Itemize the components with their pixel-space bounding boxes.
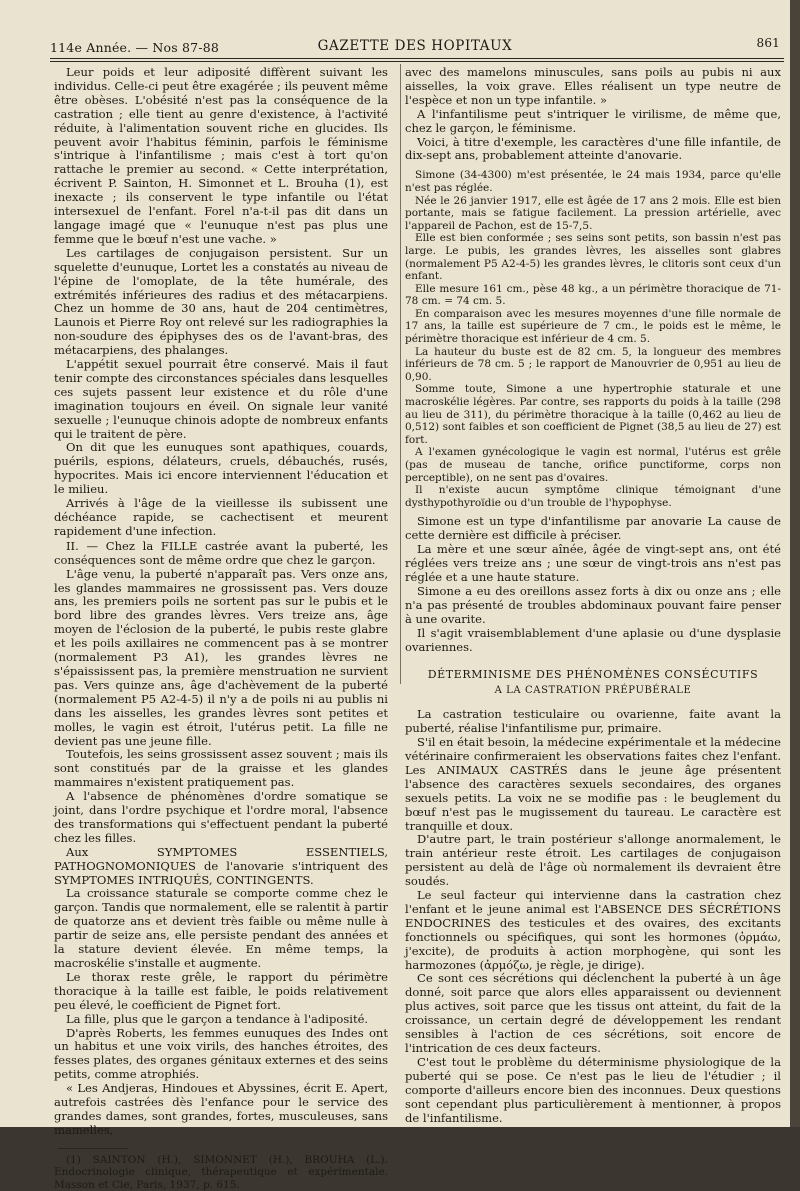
journal-title: GAZETTE DES HOPITAUX [317, 38, 513, 54]
paragraph: La castration testiculaire ou ovarienne, faite avant la puberté, réalise l'infantilisme pur, primaire. [405, 707, 781, 736]
page-number: 861 [756, 36, 780, 50]
issue-info: 114e Année. — Nos 87-88 [50, 40, 220, 55]
paragraph: La croissance staturale se comporte comme chez le garçon. Tandis que normalement, elle se ralentit à partir de quatorze ans et devient très faible ou même nulle à partir de seize ans, elle persiste pendant des années et la stature devient élevée. En même temps, la macroskélie s'installe et augmente. [54, 886, 388, 970]
paragraph: Le thorax reste grêle, le rapport du périmètre thoracique à la taille est faible, le poids relativement peu élevé, le coefficient de Pignet fort. [54, 969, 388, 1012]
right-column [405, 66, 781, 1125]
case-report [405, 169, 781, 509]
paragraph: D'autre part, le train postérieur s'allonge anormalement, le train antérieur reste étroit. Les cartilages de conjugaison persistent au delà de l'âge où normalement ils devraient être soudés. [405, 832, 781, 889]
case-paragraph: Somme toute, Simone a une hypertrophie staturale et une macroskélie légères. Par contre, ses rapports du poids à la taille (298 au lieu de 311), du périmètre thoracique à la taille (0,462 au lieu de 0,512) sont faibles et son coefficient de Pignet (38,5 au lieu de 27) est fort. [405, 383, 781, 446]
paragraph: L'appétit sexuel pourrait être conservé. Mais il faut tenir compte des circonstances spéciales dans lesquelles ces sujets passent leur existence et du rôle d'une imagination toujours en éveil. On signale leur vanité sexuelle ; l'eunuque chinois adopte de nombreux enfants qui le traitent de père. [54, 357, 388, 441]
header-rule [50, 58, 784, 59]
paragraph: A l'absence de phénomènes d'ordre somatique se joint, dans l'ordre psychique et l'ordre moral, l'absence des transformations qui s'effectuent pendant la puberté chez les filles. [54, 789, 388, 845]
case-paragraph: Elle mesure 161 cm., pèse 48 kg., a un périmètre thoracique de 71-78 cm. = 74 cm. 5. [405, 282, 781, 308]
case-paragraph: A l'examen gynécologique le vagin est normal, l'utérus est grêle (pas de museau de tanche, orifice punctiforme, corps non perceptible), on ne sent pas d'ovaires. [405, 446, 781, 484]
paragraph: Voici, à titre d'exemple, les caractères d'une fille infantile, de dix-sept ans, probablement atteinte d'anovarie. [405, 134, 781, 163]
header-rule-double [50, 61, 784, 62]
paragraph: Le seul facteur qui intervienne dans la castration chez l'enfant et le jeune animal est l'ABSENCE DES SÉCRÉTIONS ENDOCRINES des testicules et des ovaires, des excitants fonctionnels ou spécifiques, qui sont les hormones (ὁρμάω, j'excite), de produits à action morphogène, qui sont les harmozones (ἁρμόζω, je règle, je dirige). [405, 888, 781, 972]
column-divider [400, 64, 401, 684]
paragraph: II. — Chez la FILLE castrée avant la puberté, les conséquences sont de même ordre que chez le garçon. [54, 538, 388, 567]
paragraph: La mère et une sœur aînée, âgée de vingt-sept ans, ont été réglées vers treize ans ; une sœur de vingt-trois ans n'est pas réglée et a une haute stature. [405, 542, 781, 584]
case-paragraph: Elle est bien conformée ; ses seins sont petits, son bassin n'est pas large. Le pubis, les grandes lèvres, les aisselles sont glabres (normalement P5 A2-4-5) les grandes lèvres, le clitoris sont ceux d'un enfant. [405, 232, 781, 283]
paragraph: Arrivés à l'âge de la vieillesse ils subissent une déchéance rapide, se cachectisent et meurent rapidement d'une infection. [54, 496, 388, 538]
paragraph: Aux SYMPTOMES ESSENTIELS, PATHOGNOMONIQUES de l'anovarie s'intriquent des SYMPTOMES INTRIQUÉS, CONTINGENTS. [54, 844, 388, 887]
paragraph: Leur poids et leur adiposité diffèrent suivant les individus. Celle-ci peut être exagérée ; ils peuvent même être obèses. L'obésité n'est pas la conséquence de la castration ; elle tient au genre d'existence, à l'activité réduite, à l'alimentation souvent riche en glucides. Ils peuvent avoir l'habitus féminin, parfois le féminisme s'intrique à l'infantilisme ; mais c'est à tort qu'on rattache le premier au second. « Cette interprétation, écrivent P. Sainton, H. Simonnet et L. Brouha (1), est inexacte ; ils conservent le type infantile ou l'état intersexuel de l'enfant. Forel n'a-t-il pas dit dans un langage imagé que « l'eunuque n'est pas plus une femme que le bœuf n'est une vache. » [54, 65, 388, 246]
paragraph: L'âge venu, la puberté n'apparaît pas. Vers onze ans, les glandes mammaires ne grossissent pas. Vers douze ans, les premiers poils ne sortent pas sur le pubis et le bord libre des grandes lèvres. Vers treize ans, âge moyen de l'éclosion de la puberté, le pubis reste glabre et les poils axillaires ne commencent pas à se montrer (normalement P3 A1), les grandes lèvres ne s'épaississent pas, la première menstruation ne survient pas. Vers quinze ans, âge d'achèvement de la puberté (normalement P5 A2-4-5) il n'y a de poils ni au publis ni dans les aisselles, les grandes lèvres sont petites et molles, le vagin est étroit, l'utérus petit. La fille ne devient pas une jeune fille. [54, 566, 388, 748]
section-title: DÉTERMINISME DES PHÉNOMÈNES CONSÉCUTIFS [427, 668, 759, 682]
paragraph: Il s'agit vraisemblablement d'une aplasie ou d'une dysplasie ovariennes. [405, 625, 781, 654]
paragraph: Ce sont ces sécrétions qui déclenchent la puberté à un âge donné, soit parce que alors elles apparaissent ou deviennent plus actives, soit parce que les tissus ont atteint, du fait de la croissance, un certain degré de développement les rendant sensibles à l'action de ces sécrétions, soit encore de l'intrication de ces deux facteurs. [405, 971, 781, 1055]
paragraph: La fille, plus que le garçon a tendance à l'adiposité. [66, 1011, 369, 1026]
footnote: (1) SAINTON (H.), SIMONNET (H.), BROUHA (L.). Endocrinologie clinique, thérapeutique et expérimentale. Masson et Cie, Paris, 1937, p. 615. [54, 1153, 388, 1191]
section-subtitle: A LA CASTRATION PRÉPUBÉRALE [494, 685, 692, 697]
page-edge [790, 0, 800, 1127]
paragraph: On dit que les eunuques sont apathiques, couards, puérils, espions, délateurs, cruels, débauchés, rusés, hypocrites. Mais ici encore interviennent l'éducation et le milieu. [54, 440, 388, 497]
paragraph: S'il en était besoin, la médecine expérimentale et la médecine vétérinaire confirmeraient les observations faites chez l'enfant. Les ANIMAUX CASTRÉS dans le jeune âge présentent l'absence des caractères sexuels secondaires, des organes sexuels petits. La voix ne se modifie pas : le beuglement du bœuf n'est pas le mugissement du taureau. Le caractère est tranquille et doux. [405, 735, 781, 833]
paragraph: Simone a eu des oreillons assez forts à dix ou onze ans ; elle n'a pas présenté de troubles abdominaux pouvant faire penser à une ovarite. [405, 583, 781, 626]
paragraph: « Les Andjeras, Hindoues et Abyssines, écrit E. Apert, autrefois castrées dès l'enfance pour le service des grandes dames, sont grandes, fortes, musculeuses, sans mamelles, [54, 1081, 388, 1137]
footnote-rule [58, 1148, 128, 1149]
paragraph: C'est tout le problème du déterminisme physiologique de la puberté qui se pose. Ce n'est pas le lieu de l'étudier ; il comporte d'ailleurs encore bien des inconnues. Deux questions sont cependant plus particulièrement à mentionner, à propos de l'infantilisme. [405, 1054, 781, 1125]
paragraph: Simone est un type d'infantilisme par anovarie La cause de cette dernière est difficile à préciser. [405, 514, 781, 543]
case-paragraph: Simone (34-4300) m'est présentée, le 24 mais 1934, parce qu'elle n'est pas réglée. [405, 169, 781, 194]
paragraph: A l'infantilisme peut s'intriquer le virilisme, de même que, chez le garçon, le féminisme. [405, 106, 781, 135]
case-paragraph: Née le 26 janvier 1917, elle est âgée de 17 ans 2 mois. Elle est bien portante, mais se fatigue facilement. La pression artérielle, avec l'appareil de Pachon, est de 15-7,5. [405, 194, 781, 232]
left-column [54, 66, 388, 1191]
paragraph: Les cartilages de conjugaison persistent. Sur un squelette d'eunuque, Lortet les a constatés au niveau de l'épine de l'omoplate, de la tête humérale, des extrémités inférieures des radius et des métacarpiens. Chez un homme de 30 ans, haut de 204 centimètres, Launois et Pierre Roy ont relevé sur les radiographies la non-soudure des épiphyses des os de l'avant-bras, des métacarpiens, des phalanges. [54, 245, 388, 358]
paragraph: avec des mamelons minuscules, sans poils au pubis ni aux aisselles, la voix grave. Elles réalisent un type neutre de l'espèce et non un type infantile. » [405, 65, 781, 107]
case-paragraph: Il n'existe aucun symptôme clinique témoignant d'une dysthypothyroïdie ou d'un trouble de l'hypophyse. [405, 484, 781, 509]
case-paragraph: En comparaison avec les mesures moyennes d'une fille normale de 17 ans, la taille est supérieure de 7 cm., le poids est le même, le périmètre thoracique est inférieur de 4 cm. 5. [405, 307, 781, 346]
case-paragraph: La hauteur du buste est de 82 cm. 5, la longueur des membres inférieurs de 78 cm. 5 ; le rapport de Manouvrier de 0,951 au lieu de 0,90. [405, 345, 781, 383]
page-header [50, 36, 780, 58]
paragraph: D'après Roberts, les femmes eunuques des Indes ont un habitus et une voix virils, des hanches étroites, des fesses plates, des organes génitaux externes et des seins petits, comme atrophiés. [54, 1025, 389, 1082]
paragraph: Toutefois, les seins grossissent assez souvent ; mais ils sont constitués par de la graisse et les glandes mammaires n'existent pratiquement pas. [54, 747, 388, 790]
